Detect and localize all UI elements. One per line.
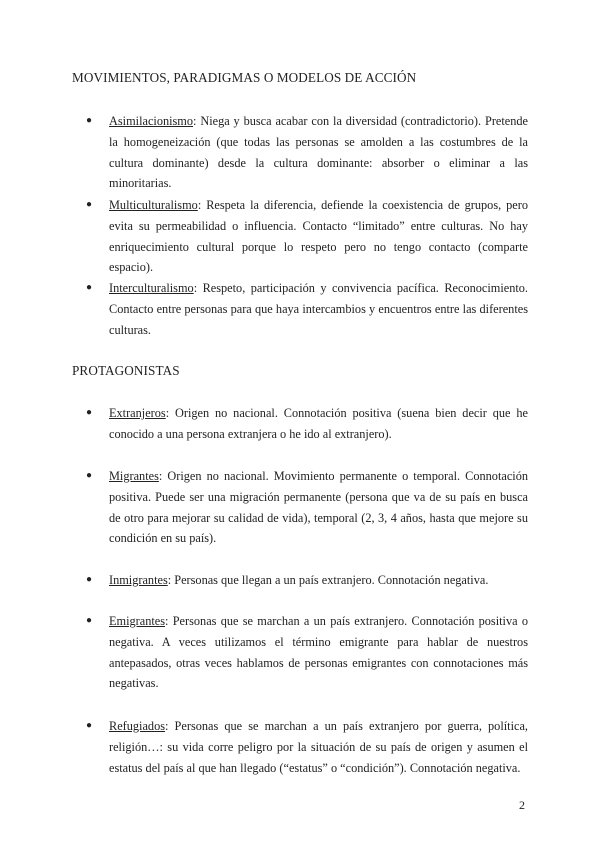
term-label: Asimilacionismo xyxy=(109,114,194,128)
bullet: ● xyxy=(86,720,93,731)
term-label: Migrantes xyxy=(109,469,159,483)
item-description: : Personas que se marchan a un país extranjero por guerra, política, religión…: su vida corre peligro por la situación de su país de origen y asumen el estatus del país al que han llegado (“estatus” o “condición”). Connotación negativa. xyxy=(109,719,528,775)
bullet: ● xyxy=(86,282,93,293)
list-item-multiculturalismo xyxy=(86,195,528,278)
item-description: : Personas que llegan a un país extranjero. Connotación negativa. xyxy=(167,573,489,587)
bullet: ● xyxy=(86,199,93,210)
page-number: 2 xyxy=(519,798,525,812)
bullet: ● xyxy=(86,115,93,126)
term-label: Emigrantes xyxy=(109,614,166,628)
term-label: Refugiados xyxy=(109,719,166,733)
term-label: Extranjeros xyxy=(109,406,166,420)
list-item-inmigrantes xyxy=(86,570,528,591)
section-heading-protagonistas: PROTAGONISTAS xyxy=(72,363,180,378)
term-label: Multiculturalismo xyxy=(109,198,198,212)
list-item-emigrantes xyxy=(86,611,528,694)
list-item-interculturalismo xyxy=(86,278,528,340)
item-description: : Niega y busca acabar con la diversidad (contradictorio). Pretende la homogeneización (que todas las personas se amolden a las costumbres de la cultura dominante) desde la cultura dominante: absorber o eliminar a las minoritarias. xyxy=(109,114,528,191)
item-description: : Origen no nacional. Movimiento permanente o temporal. Connotación positiva. Puede ser una migración permanente (persona que va de su país en busca de otro para mejorar su calidad de vida), temporal (2, 3, 4 años, hasta que mejore su condición en su país). xyxy=(109,469,528,546)
item-description: : Respeto, participación y convivencia pacífica. Reconocimiento. Contacto entre personas para que haya intercambios y encuentros entre las diferentes culturas. xyxy=(109,281,528,337)
bullet: ● xyxy=(86,615,93,626)
term-label: Inmigrantes xyxy=(109,573,168,587)
list-item-extranjeros xyxy=(86,403,528,445)
item-description: : Respeta la diferencia, defiende la coexistencia de grupos, pero evita su permeabilidad o influencia. Contacto “limitado” entre culturas. No hay enriquecimiento cultural porque lo respeto pero no tengo contacto (comparte espacio). xyxy=(109,198,528,275)
bullet: ● xyxy=(86,470,93,481)
bullet: ● xyxy=(86,574,93,585)
item-description: : Personas que se marchan a un país extranjero. Connotación positiva o negativa. A veces utilizamos el término emigrante para hablar de nuestros antepasados, otras veces hablamos de personas emigrantes con connotaciones más negativas. xyxy=(109,614,528,691)
bullet: ● xyxy=(86,407,93,418)
term-label: Interculturalismo xyxy=(109,281,194,295)
section-heading-movimientos: MOVIMIENTOS, PARADIGMAS O MODELOS DE ACCIÓN xyxy=(72,70,417,85)
list-item-asimilacionismo xyxy=(86,111,528,194)
list-item-migrantes xyxy=(86,466,528,549)
item-description: : Origen no nacional. Connotación positiva (suena bien decir que he conocido a una persona extranjera o he ido al extranjero). xyxy=(109,406,528,441)
list-item-refugiados xyxy=(86,716,528,778)
